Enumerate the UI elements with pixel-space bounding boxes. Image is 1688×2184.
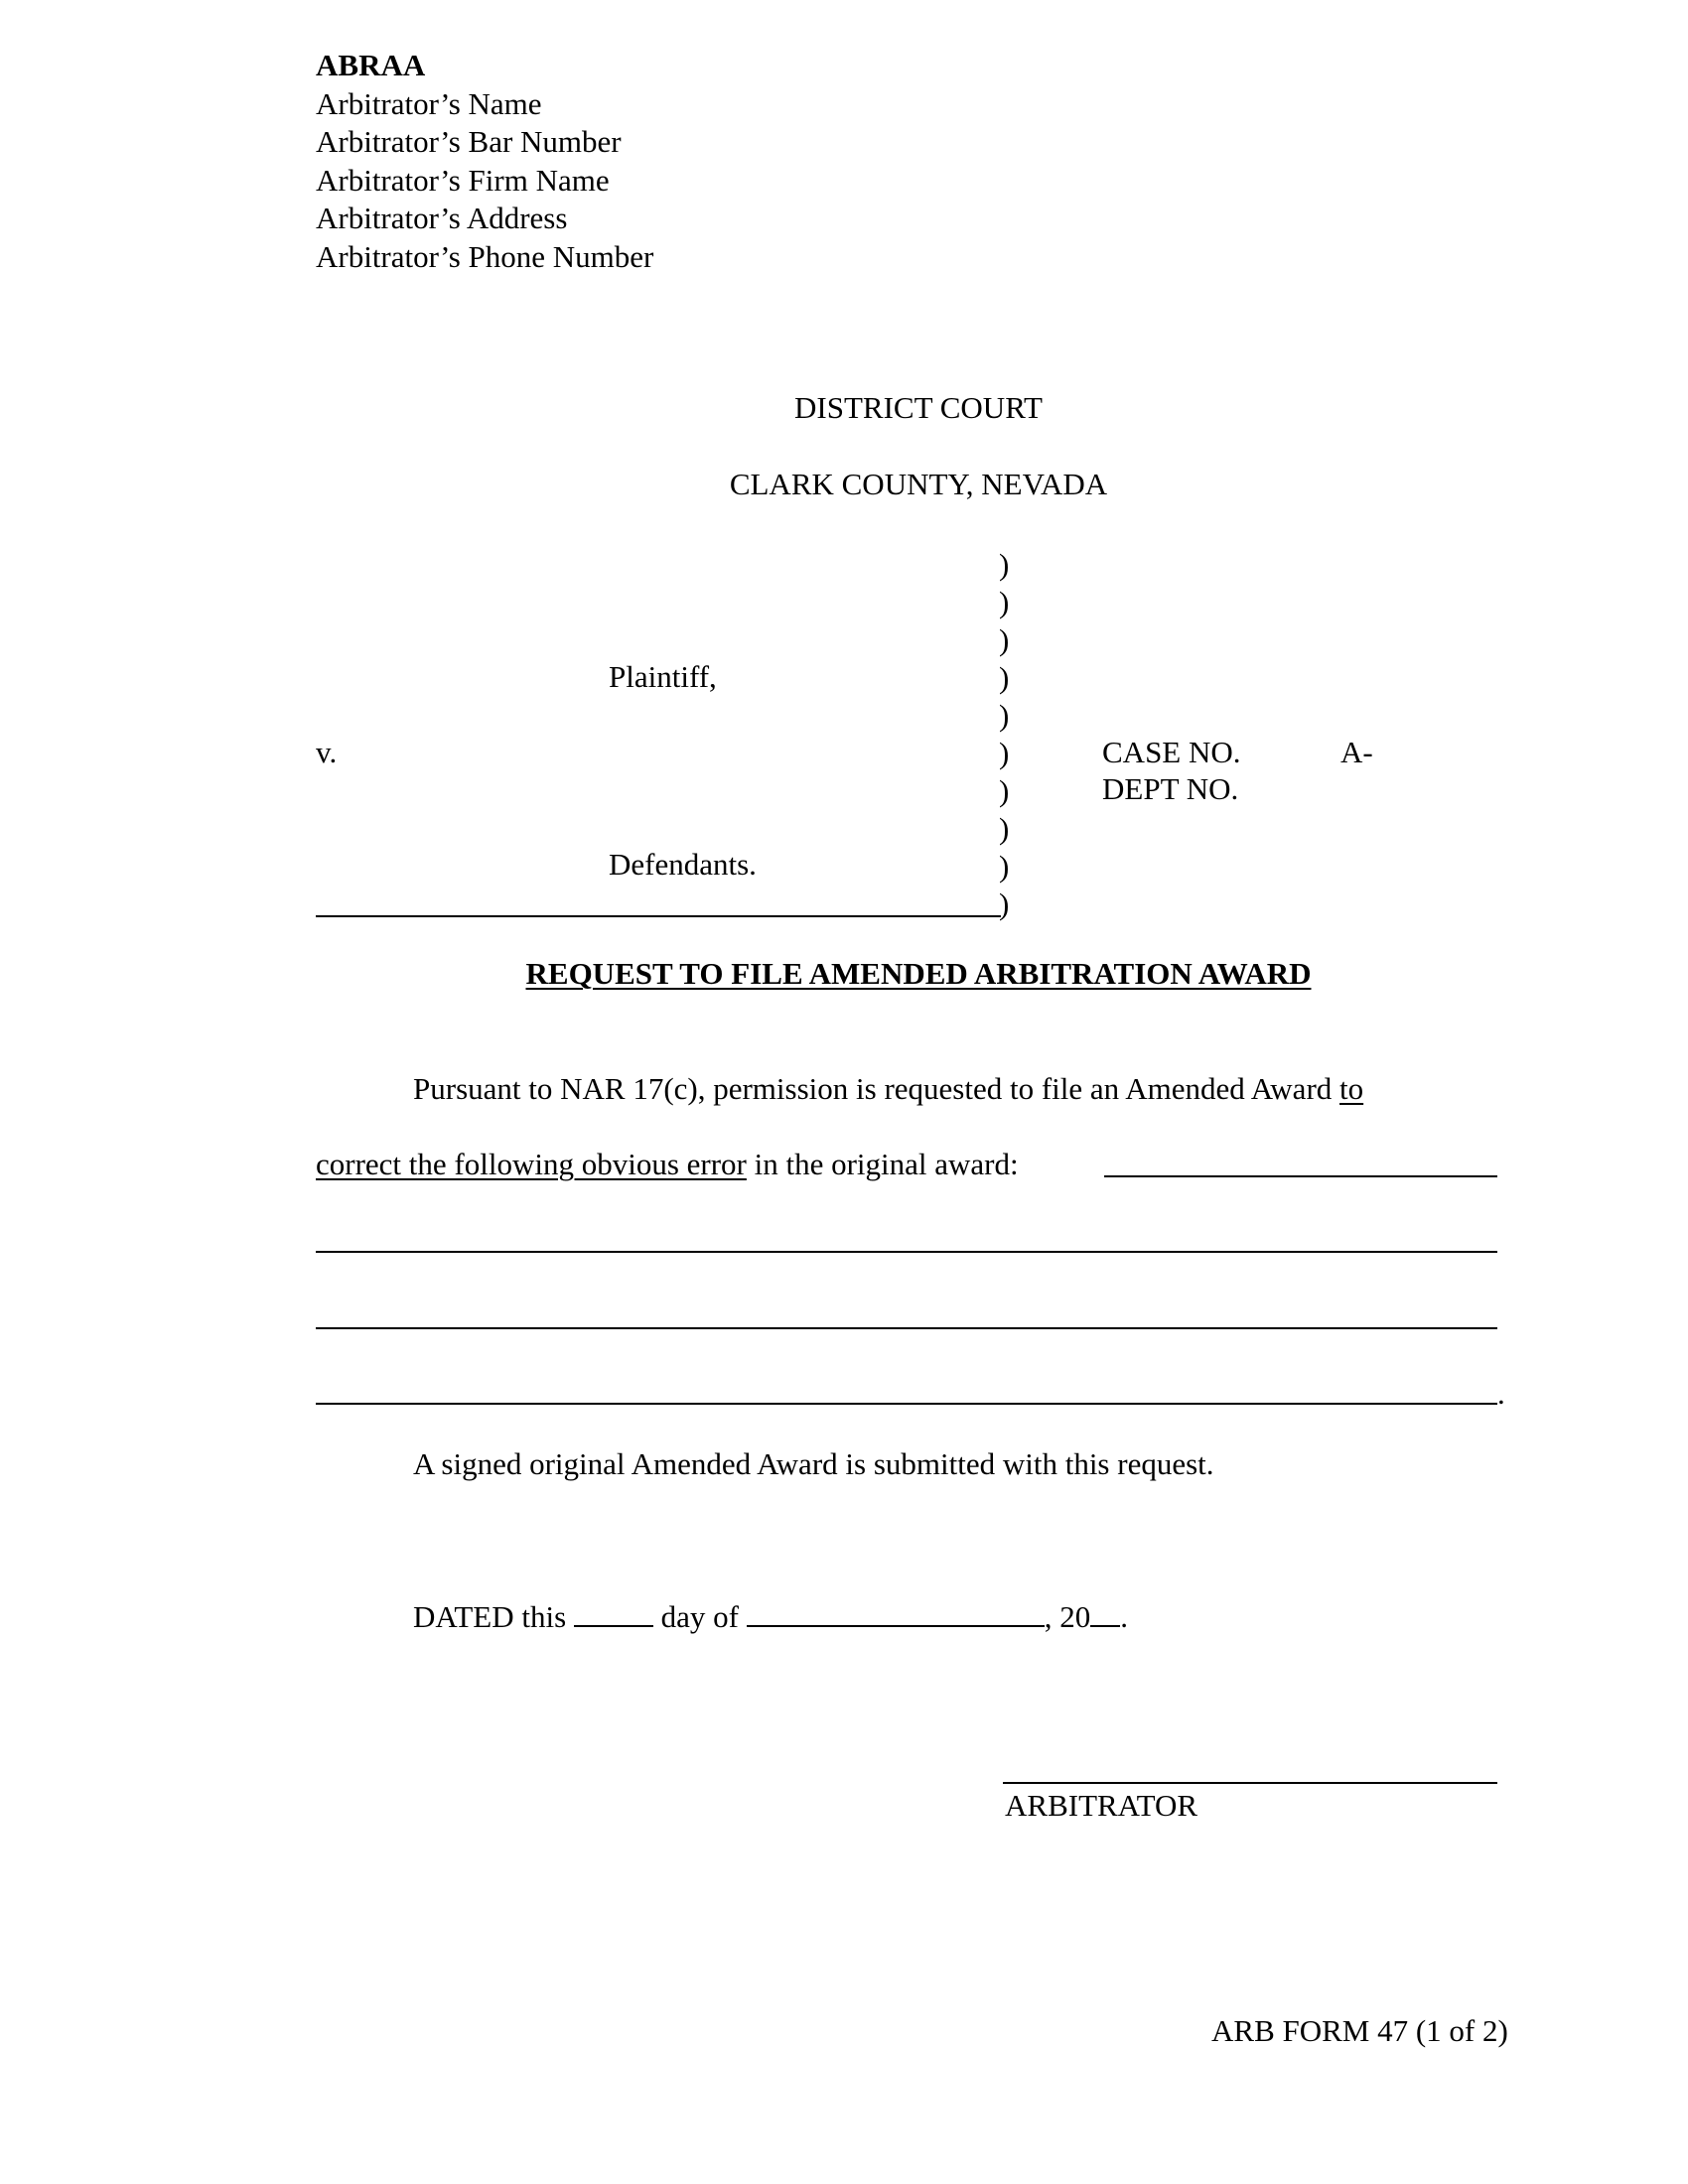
request-underlined-phrase: correct the following obvious error: [316, 1147, 747, 1181]
error-end-period: .: [1497, 1376, 1505, 1411]
caption-divider: [316, 915, 1001, 917]
paren: ): [999, 773, 1010, 808]
court-name: DISTRICT COURT: [794, 390, 1043, 425]
document-title: REQUEST TO FILE AMENDED ARBITRATION AWARD: [525, 956, 1312, 991]
paren: ): [999, 736, 1010, 770]
arbitrator-header: [316, 47, 653, 276]
dated-prefix: DATED this: [413, 1599, 574, 1634]
error-blank-line-2[interactable]: [316, 1251, 1497, 1253]
arbitrator-address-line: Arbitrator’s Address: [316, 201, 568, 235]
error-blank-line-3[interactable]: [316, 1327, 1497, 1329]
signature-line[interactable]: [1003, 1782, 1497, 1784]
case-number-value: A-: [1340, 735, 1373, 769]
arbitrator-bar-number-line: Arbitrator’s Bar Number: [316, 124, 622, 159]
defendants-label: Defendants.: [609, 847, 757, 882]
paren: ): [999, 811, 1010, 846]
paren: ): [999, 547, 1010, 582]
org-name: ABRAA: [316, 48, 426, 82]
paren: ): [999, 585, 1010, 619]
court-county: CLARK COUNTY, NEVADA: [729, 467, 1108, 501]
request-paragraph-line1: [413, 1070, 1363, 1108]
dated-year-prefix: , 20: [1044, 1599, 1091, 1634]
submission-statement: A signed original Amended Award is submitted with this request.: [413, 1446, 1214, 1481]
arbitrator-firm-line: Arbitrator’s Firm Name: [316, 162, 610, 198]
signature-label: ARBITRATOR: [1005, 1788, 1198, 1823]
plaintiff-label: Plaintiff,: [609, 659, 717, 694]
caption-parentheses: [999, 546, 1009, 923]
request-text-part2: in the original award:: [746, 1147, 1019, 1181]
dated-mid: day of: [652, 1599, 747, 1634]
error-blank-line-4[interactable]: [316, 1403, 1497, 1405]
request-paragraph-line2: [316, 1146, 1019, 1183]
form-footer: ARB FORM 47 (1 of 2): [1211, 2013, 1508, 2048]
dated-suffix: .: [1120, 1599, 1128, 1634]
year-blank[interactable]: [1090, 1601, 1120, 1627]
versus-label: v.: [316, 735, 338, 769]
arbitrator-phone-line: Arbitrator’s Phone Number: [316, 238, 654, 274]
case-number-label: CASE NO.: [1102, 735, 1241, 769]
dept-number-label: DEPT NO.: [1102, 771, 1239, 806]
paren: ): [999, 622, 1010, 657]
paren: ): [999, 887, 1010, 921]
request-underlined-to: to: [1339, 1071, 1364, 1106]
paren: ): [999, 660, 1010, 695]
arbitrator-name-line: Arbitrator’s Name: [316, 85, 542, 121]
dated-line: [413, 1598, 1128, 1636]
paren: ): [999, 698, 1010, 733]
request-text-part1: Pursuant to NAR 17(c), permission is requested to file an Amended Award: [413, 1071, 1340, 1106]
error-blank-line-1[interactable]: [1104, 1175, 1497, 1177]
month-blank[interactable]: [747, 1601, 1045, 1627]
day-blank[interactable]: [574, 1601, 653, 1627]
paren: ): [999, 849, 1010, 884]
